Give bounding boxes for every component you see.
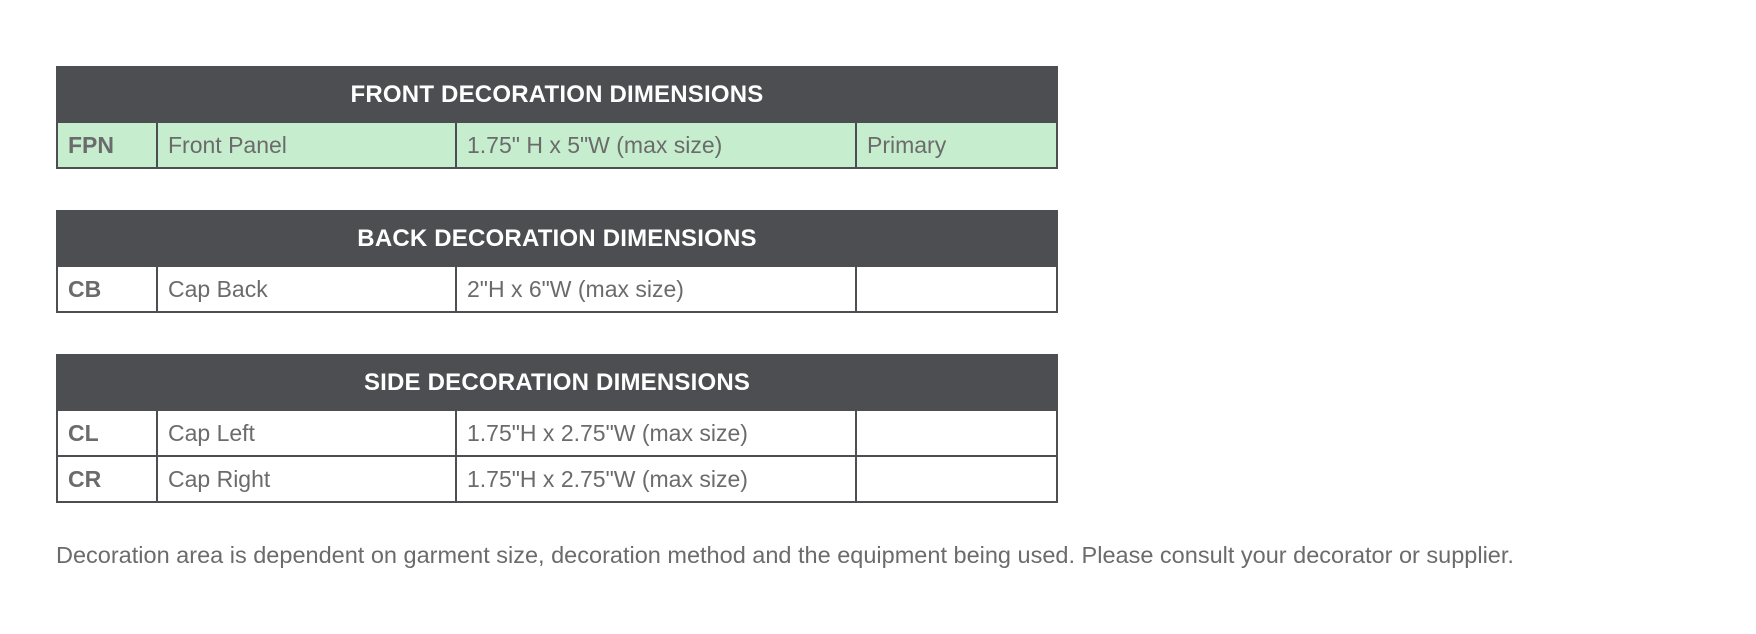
location-max-size: 1.75"H x 2.75"W (max size) — [456, 410, 856, 456]
table-header-row — [57, 67, 1057, 122]
location-name: Cap Right — [157, 456, 456, 502]
location-code: CR — [57, 456, 157, 502]
decoration-dimensions — [56, 66, 1056, 544]
location-name: Cap Back — [157, 266, 456, 312]
location-note — [856, 410, 1057, 456]
location-name: Cap Left — [157, 410, 456, 456]
front-decoration-table — [56, 66, 1058, 169]
location-code: CB — [57, 266, 157, 312]
location-code: FPN — [57, 122, 157, 168]
location-note: Primary — [856, 122, 1057, 168]
location-note — [856, 266, 1057, 312]
location-max-size: 2"H x 6"W (max size) — [456, 266, 856, 312]
table-header-row — [57, 355, 1057, 410]
front-table-title: FRONT DECORATION DIMENSIONS — [57, 67, 1057, 122]
table-header-row — [57, 211, 1057, 266]
location-max-size: 1.75" H x 5"W (max size) — [456, 122, 856, 168]
table-row — [57, 266, 1057, 312]
back-table-title: BACK DECORATION DIMENSIONS — [57, 211, 1057, 266]
location-note — [856, 456, 1057, 502]
location-max-size: 1.75"H x 2.75"W (max size) — [456, 456, 856, 502]
location-name: Front Panel — [157, 122, 456, 168]
side-decoration-table — [56, 354, 1058, 503]
decoration-footnote: Decoration area is dependent on garment size, decoration method and the equipment being used. Please consult your decorator or supplier. — [56, 542, 1514, 568]
side-table-title: SIDE DECORATION DIMENSIONS — [57, 355, 1057, 410]
table-row — [57, 122, 1057, 168]
table-row — [57, 456, 1057, 502]
location-code: CL — [57, 410, 157, 456]
table-row — [57, 410, 1057, 456]
back-decoration-table — [56, 210, 1058, 313]
